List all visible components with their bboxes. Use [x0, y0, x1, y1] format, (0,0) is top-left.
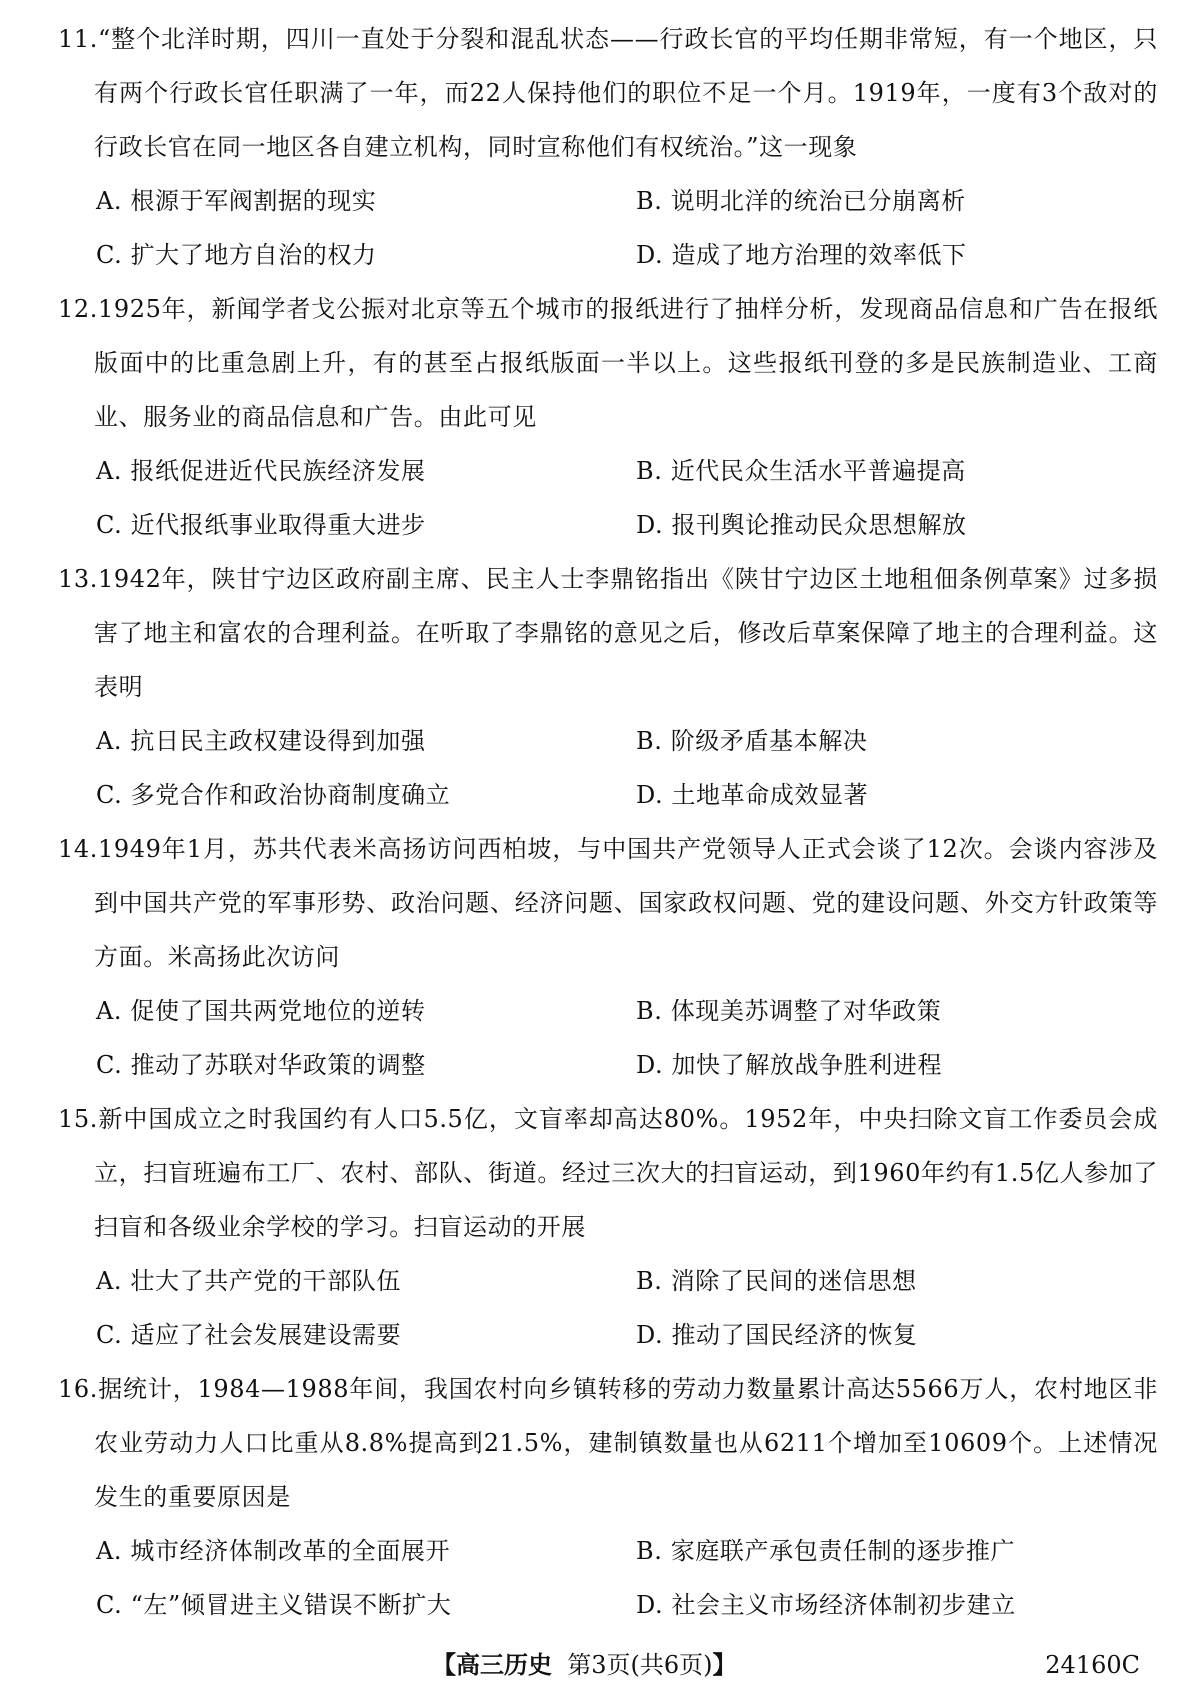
option-c: C. 近代报纸事业取得重大进步 — [96, 511, 426, 539]
option-b: B. 阶级矛盾基本解决 — [636, 727, 868, 755]
question-text: 1925年，新闻学者戈公振对北京等五个城市的报纸进行了抽样分析，发现商品信息和广告在报纸版面中的比重急剧上升，有的甚至占报纸版面一半以上。这些报纸刊登的多是民族制造业、工商业、服务业的商品信息和广告。由此可见 — [94, 295, 1158, 431]
option-grid — [58, 984, 1158, 1092]
footer-bracket-close: 】 — [712, 1650, 737, 1679]
question-stem — [58, 822, 1158, 984]
option-grid — [58, 1524, 1158, 1632]
option-c: C. 推动了苏联对华政策的调整 — [96, 1051, 426, 1079]
question-stem — [58, 552, 1158, 714]
option-a: A. 根源于军阀割据的现实 — [96, 187, 377, 215]
question-text: 1949年1月，苏共代表米高扬访问西柏坡，与中国共产党领导人正式会谈了12次。会谈内容涉及到中国共产党的军事形势、政治问题、经济问题、国家政权问题、党的建设问题、外交方针政策等方面。米高扬此次访问 — [94, 835, 1158, 971]
option-a: A. 促使了国共两党地位的逆转 — [96, 997, 426, 1025]
question-15 — [58, 1092, 1158, 1362]
question-number: 13. — [58, 565, 98, 593]
option-b: B. 说明北洋的统治已分崩离析 — [636, 187, 966, 215]
option-b: B. 近代民众生活水平普遍提高 — [636, 457, 966, 485]
option-grid — [58, 1254, 1158, 1362]
option-a: A. 壮大了共产党的干部队伍 — [96, 1267, 401, 1295]
option-a: A. 报纸促进近代民族经济发展 — [96, 457, 426, 485]
footer-bracket-open: 【 — [432, 1650, 456, 1679]
option-c: C. “左”倾冒进主义错误不断扩大 — [96, 1591, 452, 1619]
footer-label — [432, 1645, 737, 1685]
question-11 — [58, 12, 1158, 282]
option-b: B. 体现美苏调整了对华政策 — [636, 997, 942, 1025]
question-text: “整个北洋时期，四川一直处于分裂和混乱状态——行政长官的平均任期非常短，有一个地区，只有两个行政长官任职满了一年，而22人保持他们的职位不足一个月。1919年，一度有3个敌对的行政长官在同一地区各自建立机构，同时宣称他们有权统治。”这一现象 — [94, 25, 1158, 161]
question-stem — [58, 1362, 1158, 1524]
option-d: D. 加快了解放战争胜利进程 — [636, 1051, 943, 1079]
option-d: D. 土地革命成效显著 — [636, 781, 869, 809]
option-d: D. 推动了国民经济的恢复 — [636, 1321, 918, 1349]
option-grid — [58, 174, 1158, 282]
option-c: C. 多党合作和政治协商制度确立 — [96, 781, 451, 809]
question-number: 15. — [58, 1105, 98, 1133]
question-text: 据统计，1984—1988年间，我国农村向乡镇转移的劳动力数量累计高达5566万人，农村地区非农业劳动力人口比重从8.8%提高到21.5%，建制镇数量也从6211个增加至10609个。上述情况发生的重要原因是 — [94, 1375, 1158, 1511]
option-b: B. 家庭联产承包责任制的逐步推广 — [636, 1537, 1016, 1565]
question-16 — [58, 1362, 1158, 1632]
page-footer — [0, 1645, 1200, 1685]
question-number: 16. — [58, 1375, 98, 1403]
option-c: C. 适应了社会发展建设需要 — [96, 1321, 402, 1349]
option-d: D. 报刊舆论推动民众思想解放 — [636, 511, 967, 539]
question-12 — [58, 282, 1158, 552]
question-number: 11. — [58, 25, 98, 53]
question-number: 14. — [58, 835, 98, 863]
question-list — [58, 12, 1158, 1632]
question-stem — [58, 282, 1158, 444]
option-a: A. 城市经济体制改革的全面展开 — [96, 1537, 451, 1565]
question-number: 12. — [58, 295, 98, 323]
option-b: B. 消除了民间的迷信思想 — [636, 1267, 917, 1295]
option-d: D. 社会主义市场经济体制初步建立 — [636, 1591, 1016, 1619]
footer-subject: 高三历史 — [456, 1650, 552, 1679]
question-text: 1942年，陕甘宁边区政府副主席、民主人士李鼎铭指出《陕甘宁边区土地租佃条例草案》过多损害了地主和富农的合理利益。在听取了李鼎铭的意见之后，修改后草案保障了地主的合理利益。这表明 — [94, 565, 1158, 701]
question-stem — [58, 1092, 1158, 1254]
option-d: D. 造成了地方治理的效率低下 — [636, 241, 967, 269]
option-a: A. 抗日民主政权建设得到加强 — [96, 727, 426, 755]
question-text: 新中国成立之时我国约有人口5.5亿，文盲率却高达80%。1952年，中央扫除文盲工作委员会成立，扫盲班遍布工厂、农村、部队、街道。经过三次大的扫盲运动，到1960年约有1.5亿人参加了扫盲和各级业余学校的学习。扫盲运动的开展 — [94, 1105, 1158, 1241]
question-13 — [58, 552, 1158, 822]
question-stem — [58, 12, 1158, 174]
option-grid — [58, 444, 1158, 552]
footer-page-info: 第3页(共6页) — [567, 1651, 713, 1679]
option-c: C. 扩大了地方自治的权力 — [96, 241, 377, 269]
question-14 — [58, 822, 1158, 1092]
option-grid — [58, 714, 1158, 822]
footer-exam-code: 24160C — [1045, 1651, 1140, 1679]
